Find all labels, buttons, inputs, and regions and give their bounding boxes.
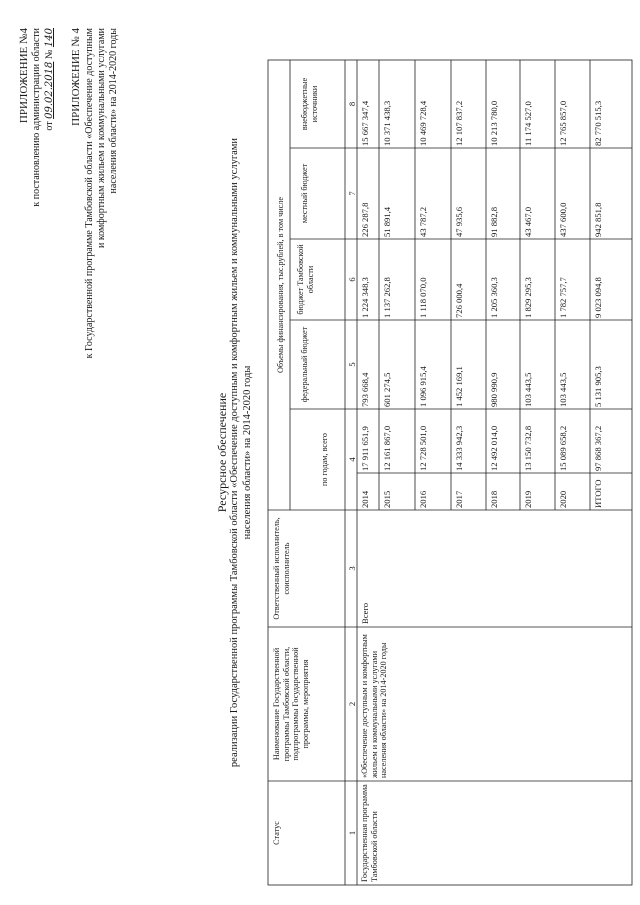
cell-regional: 1 205 360,3 (489, 277, 499, 318)
cell-total: 17 911 651,9 (360, 426, 370, 471)
header-name: Наименование Государственной программы Тамбовской области, подпрограммы Государственной программы, мероприятия (272, 646, 310, 762)
cell-total: 15 089 658,2 (558, 425, 568, 471)
cell-extra: 12 765 857,0 (558, 100, 568, 146)
header-extra: внебюджетные источники (300, 77, 319, 131)
cell-federal: 103 443,5 (558, 372, 568, 407)
cell-total: 12 161 867,0 (382, 425, 392, 471)
cell-total: 13 150 732,8 (523, 425, 533, 471)
cell-local: 51 891,4 (382, 206, 392, 237)
cell-regional: 1 782 757,7 (558, 277, 568, 318)
cell-federal: 1 452 169,1 (454, 366, 464, 407)
cell-year: 2020 (558, 490, 568, 508)
header-volumes: Объемы финансирования, тыс.рублей, в том числе (276, 196, 285, 374)
header-executor: Ответственный исполнитель, соисполнитель (272, 517, 291, 620)
cell-local: 43 467,0 (523, 206, 533, 237)
header-local: местный бюджет (300, 163, 309, 224)
cell-federal: 601 274,5 (382, 372, 392, 407)
cell-extra: 10 469 728,4 (418, 100, 428, 146)
status-value: Государственная программа Тамбовской области (360, 784, 379, 882)
col-number-7: 7 (347, 191, 357, 196)
cell-extra: 15 667 347,4 (360, 100, 370, 146)
cell-total: 12 728 501,0 (418, 425, 428, 471)
cell-local: 47 935,6 (454, 206, 464, 237)
header-status: Статус (272, 821, 281, 845)
col-number-6: 6 (347, 277, 357, 282)
decree-date: 09.02.2018 (44, 61, 55, 119)
cell-extra: 82 770 515,3 (593, 100, 603, 146)
col-number-4: 4 (347, 457, 357, 462)
cell-regional: 1 829 295,3 (523, 277, 533, 318)
cell-regional: 726 000,4 (454, 283, 464, 318)
program-name-value: «Обеспечение доступным и комфортным жильем и коммунальными услугами населения области» на 2014-2020 годы (360, 634, 388, 778)
cell-federal: 980 990,9 (489, 372, 499, 407)
cell-local: 91 882,8 (489, 206, 499, 237)
cell-local: 43 787,2 (418, 206, 428, 237)
appendix-program-line1: к Государственной программе Тамбовской области «Обеспечение доступным (84, 28, 95, 359)
executor-value: Всего (360, 602, 370, 624)
cell-local: 437 600,0 (558, 202, 568, 237)
cell-regional: 1 118 070,0 (418, 277, 428, 318)
cell-federal: 5 131 905,3 (593, 366, 603, 407)
number-prefix: № (44, 49, 55, 60)
cell-year: 2017 (454, 490, 464, 508)
cell-regional: 9 023 094,8 (593, 277, 603, 318)
cell-total: 12 492 014,0 (489, 425, 499, 471)
cell-federal: 793 668,4 (360, 372, 370, 407)
page-subtitle-line2: населения области» на 2014-2020 годы (242, 365, 253, 540)
cell-year: 2016 (418, 490, 428, 508)
appendix-program-line2: и комфортным жильем и коммунальными услугами (96, 28, 107, 249)
decree-number: 140 (44, 28, 55, 48)
header-regional: бюджет Тамбовской области (296, 244, 315, 315)
col-number-5: 5 (347, 362, 357, 367)
col-number-2: 2 (347, 701, 357, 707)
cell-extra: 12 107 837,2 (454, 100, 464, 146)
header-by-years: по годам, всего (320, 432, 329, 487)
cell-extra: 10 371 438,3 (382, 100, 392, 146)
col-number-3: 3 (347, 566, 357, 571)
cell-regional: 1 137 262,8 (382, 277, 392, 318)
cell-federal: 1 096 915,4 (418, 366, 428, 407)
col-number-1: 1 (347, 830, 357, 836)
cell-regional: 1 224 348,3 (360, 277, 370, 318)
appendix-top-title: ПРИЛОЖЕНИЕ №4 (18, 28, 30, 124)
appendix-program-title: ПРИЛОЖЕНИЕ № 4 (70, 28, 82, 126)
cell-local: 226 287,8 (360, 202, 370, 237)
cell-federal: 103 443,5 (523, 372, 533, 407)
appendix-top-decree: к постановлению администрации области (31, 28, 42, 207)
appendix-program-line3: населения области» на 2014-2020 годы (108, 28, 119, 194)
cell-year: ИТОГО (593, 479, 603, 508)
page-subtitle-line1: реализации Государственной программы Тамбовской области «Обеспечение доступным и комфортным жильем и коммунальными услугами (229, 137, 240, 768)
cell-year: 2014 (360, 490, 370, 508)
page-title: Ресурсное обеспечение (215, 392, 229, 513)
cell-year: 2019 (523, 490, 533, 508)
cell-year: 2015 (382, 490, 392, 508)
cell-total: 14 333 942,3 (454, 425, 464, 471)
cell-year: 2018 (489, 490, 499, 508)
date-prefix: от (44, 121, 55, 131)
col-number-8: 8 (347, 101, 357, 107)
cell-extra: 10 213 780,0 (489, 100, 499, 146)
cell-extra: 11 174 527,0 (523, 101, 533, 146)
cell-total: 97 868 367,2 (593, 425, 603, 471)
header-federal: федеральный бюджет (300, 326, 309, 403)
cell-local: 942 851,8 (593, 202, 603, 237)
